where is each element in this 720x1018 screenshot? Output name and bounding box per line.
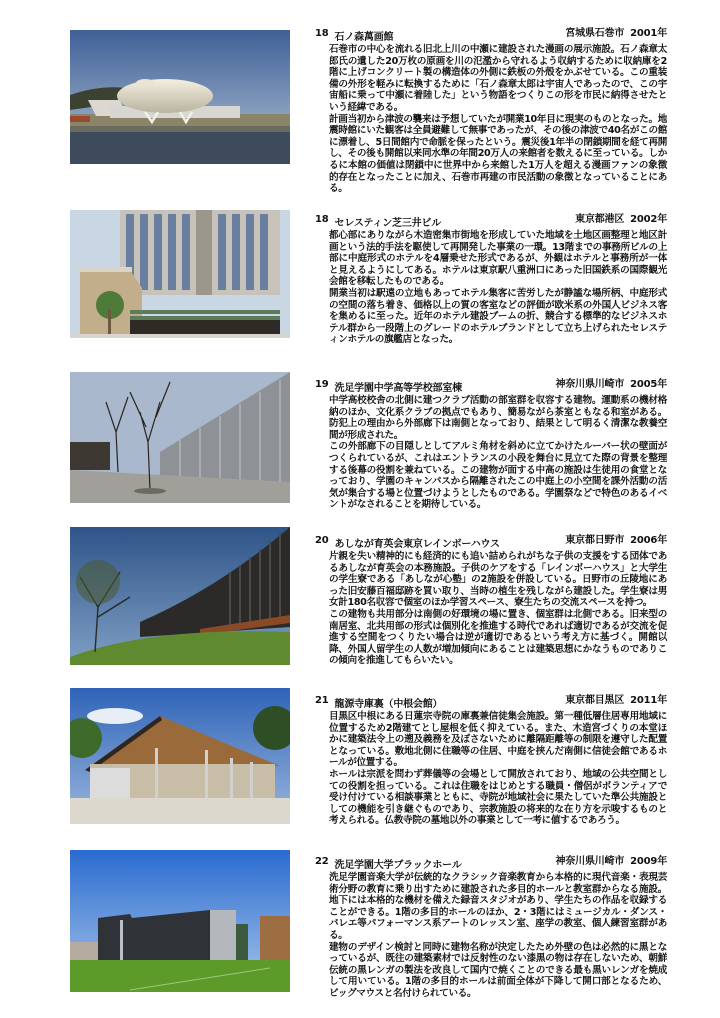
entry-header <box>315 210 667 229</box>
entry-description <box>329 872 667 1000</box>
paragraph: この外部廊下の目隠しとしてアルミ角材を斜めに立てかけたルーバー状の壁面がつくられているが、これはエントランスの小段を舞台に見立てた際の背景を整理する後幕の役割を兼ねている。この建物が面する中高の施設は生徒用の食堂となっており、学園のキャンパスから隔離されたこの中庭上の小空間を課外活動の活気が集合する場と位置づけようとしたものである。学園祭などで特色のあるイベントがなされることを期待している。 <box>329 441 667 511</box>
entry-location: 東京都港区 <box>575 214 625 225</box>
entry-year: 2005年 <box>630 379 667 390</box>
paragraph: この建物も共用部分は南側の好環境の場に置き、個室群は北側である。旧来型の南居室、北共用部の形式は個別化を推進する時代であれば適切であるが交流を促進する空間をつくりたい場合は逆が適切であるという考え方に基づく。開館以降、外国人留学生の人数が増加傾向にあることは建築思想にかなうものでありこの傾向を推進してもらいたい。 <box>329 608 667 667</box>
entry-number: 19 <box>315 379 329 390</box>
entry-description <box>329 230 667 346</box>
entry-text <box>315 531 667 667</box>
entry-description <box>329 711 667 827</box>
photo-celestine-shiba-mitsui <box>70 210 290 338</box>
paragraph: ホールは宗派を問わず葬儀等の会場として開放されており、地域の公共空間としての役割を担っている。これは住職をはじめとする職員・僧侶がボランティアで受け付けている相談事業とともに、寺院が地域社会に果たしていた準公共施設としての機能を引き継ぐものであり、宗教施設の将来的な在り方を示唆するものと考えられる。仏教寺院の墓地以外の事業として一考に値するであろう。 <box>329 768 667 827</box>
entry-number: 18 <box>315 28 329 39</box>
entry-title: 龍源寺庫裏（中根会館） <box>334 699 443 710</box>
entry-text <box>315 210 667 346</box>
entry-location: 東京都目黒区 <box>565 695 625 706</box>
entry-text <box>315 24 667 195</box>
photo-senzoku-clubhouse <box>70 372 290 503</box>
entry-title: 石ノ森萬画館 <box>334 32 394 43</box>
entry-number: 20 <box>315 535 329 546</box>
entry-text <box>315 691 667 827</box>
entry-header <box>315 375 667 394</box>
entry-description <box>329 551 667 667</box>
entry-year: 2011年 <box>630 695 667 706</box>
paragraph: 目黒区中根にある日蓮宗寺院の庫裏兼信徒集会施設。第一種低層住居専用地域に位置するため2階建てとし屋根を低く抑えている。また、木造宮づくりの本堂ほかに建築法令上の遡及義務を及ぼさないために離隔距離等の制限を遵守した配置となっている。敷地北側に住職等の住居、中庭を挟んだ南側に信徒会館であるホールが位置する。 <box>329 711 667 769</box>
entry-year: 2001年 <box>630 28 667 39</box>
paragraph: 片親を失い精神的にも経済的にも追い詰められがちな子供の支援をする団体であるあしなが育英会の本務施設。子供のケアをする「レインボーハウス」と大学生の学生寮である「あしなが心塾」の2施設を併設している。日野市の丘陵地にあった旧安藤百福邸跡を買い取り、当時の植生を残しながら建設した。学生寮は男女計180名収容で個室のほか学習スペース、寮生たちの交流スペースを持つ。 <box>329 551 667 609</box>
entry-title: セレスティン芝三井ビル <box>334 218 442 229</box>
photo-senzoku-black-hole <box>70 850 290 992</box>
entry-header <box>315 852 667 871</box>
entry-year: 2002年 <box>630 214 667 225</box>
photo-ashinaga-rainbow-house <box>70 527 290 665</box>
paragraph: 中学高校校舎の北側に建つクラブ活動の部室群を収容する建物。運動系の機材格納のほか、文化系クラブの拠点でもあり、簡易ながら茶室ともなる和室がある。防犯上の理由から外部廊下は南側となっており、結果として明るく清潔な教養空間が形成された。 <box>329 395 667 441</box>
photo-ryugenji-kuri <box>70 688 290 824</box>
entry-description <box>329 44 667 195</box>
paragraph: 洗足学園音楽大学が伝統的なクラシック音楽教育から本格的に現代音楽・表現芸術分野の教育に乗り出すために建設された多目的ホールと教室群からなる施設。地下には本格的な機材を備えた録音スタジオがあり、学生たちの作品を収録することができる。1階の多目的ホールのほか、2・3階にはミュージカル・ダンス・バレエ等パフォーマンス系アートのレッスン室、座学の教室、個人練習室群がある。 <box>329 872 667 941</box>
entry-title: 洗足学園中学高等学校部室棟 <box>334 383 462 394</box>
entry-title: あしなが育英会東京レインボーハウス <box>334 539 500 550</box>
entry-year: 2006年 <box>630 535 667 546</box>
entry-text <box>315 852 667 1000</box>
entry-year: 2009年 <box>630 856 667 867</box>
entry-number: 21 <box>315 695 329 706</box>
entry-location: 神奈川県川崎市 <box>555 856 625 867</box>
photo-ishinomori-manga-museum <box>70 30 290 164</box>
entry-description <box>329 395 667 511</box>
entry-location: 宮城県石巻市 <box>565 28 625 39</box>
entry-title: 洗足学園大学ブラックホール <box>334 860 462 871</box>
entry-number: 18 <box>315 214 329 225</box>
entry-text <box>315 375 667 511</box>
entry-location: 神奈川県川崎市 <box>555 379 625 390</box>
entry-header <box>315 531 667 550</box>
entry-header <box>315 691 667 710</box>
paragraph: 石巻市の中心を流れる旧北上川の中瀬に建設された漫画の展示施設。石ノ森章太郎氏の遺した20万枚の原画を川の氾濫から守れるよう収納するために収納庫を2階に上げコンクリート製の構造体の外側に鉄板の外殻をかぶせている。この重装備の外形を軽みに転換するために「石ノ森章太郎は宇宙人であったので、この宇宙船に乗って中瀬に着陸した」という物語をつくりこの形を市民に納得させたという経緯である。 <box>329 44 667 113</box>
paragraph: 建物のデザイン検討と同時に建物名称が決定したため外壁の色は必然的に黒となっているが、既往の建築素材では反射性のない漆黒の物は存在しないため、朝鮮伝統の黒レンガの製法を改良して国内で焼くことのできる最も黒いレンガを焼成して用いている。1階の多目的ホールは前面全体が下降して開口部となるため、ビッグマウスと名付けられている。 <box>329 941 667 999</box>
entry-location: 東京都日野市 <box>565 535 625 546</box>
paragraph: 開業当初は駅遠の立地もあってホテル集客に苦労したが静謐な場所柄、中庭形式の空間の落ち着き、価格以上の質の客室などの評価が欧米系の外国人ビジネス客を集めるに至った。近年のホテル建設ブームの折、競合する標準的なビジネスホテル群から一段階上のグレードのホテルブランドとして立ち上げられたセレスティンホテルの旗艦店となった。 <box>329 287 667 346</box>
paragraph: 計画当初から津波の襲来は予想していたが開業10年目に現実のものとなった。地震時館にいた観客は全員避難して無事であったが、その後の津波で40名がこの館に漂着し、5日間館内で命脈を保ったという。震災後1年半の閉鎖期間を経て再開し、その後も開館以来同水準の年間20万人の来館者を数えるに至っている。しかるに本館の価値は閉鎖中に世界中から来館した1万人を超える漫画ファンの象徴的存在となったことに加え、石巻市再建の市民活動の象徴となっていることにある。 <box>329 113 667 195</box>
entry-number: 22 <box>315 856 329 867</box>
entry-header <box>315 24 667 43</box>
paragraph: 都心部にありながら木造密集市街地を形成していた地域を土地区画整理と地区計画という法的手法を駆使して再開発した事業の一環。13階までの事務所ビルの上部に中庭形式のホテルを4層乗せた形式であるが、外観はホテルと事務所が一体と見えるようにしてある。ホテルは東京駅八重洲口にあった旧国鉄系の国際観光会館を移転したものである。 <box>329 230 667 288</box>
